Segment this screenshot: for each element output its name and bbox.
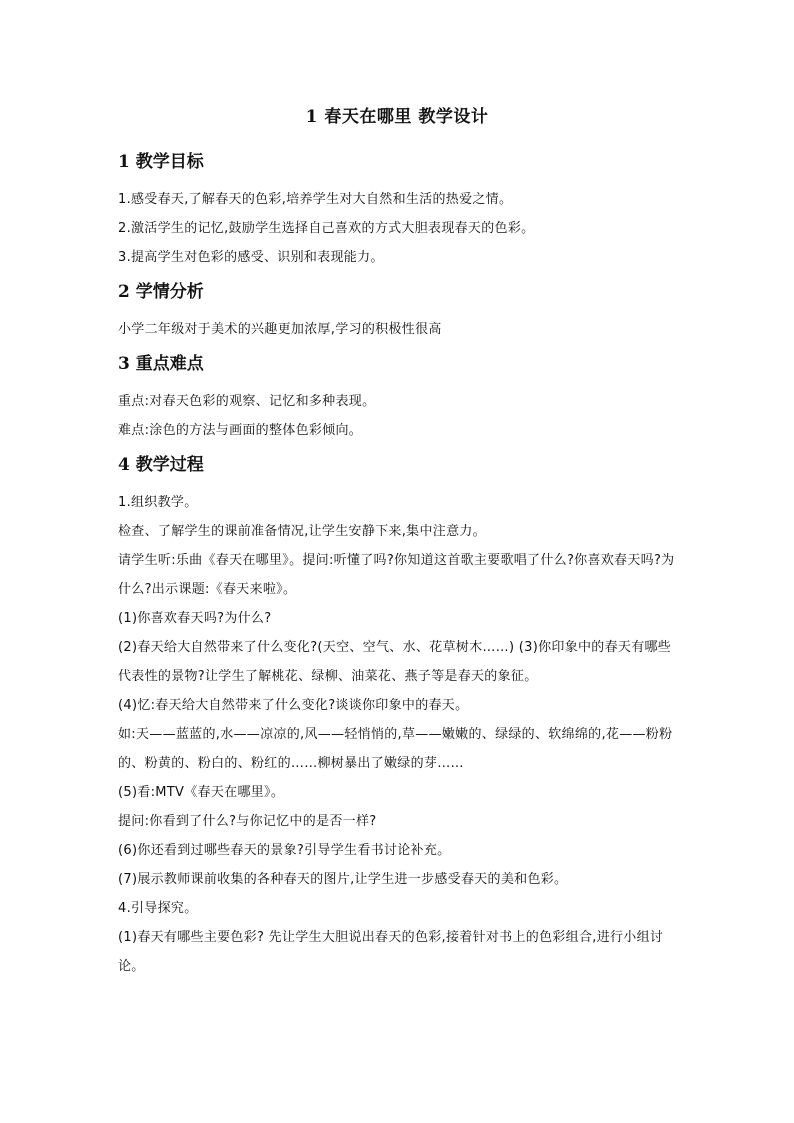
paragraph: (5)看:MTV《春天在哪里》。 <box>118 785 285 800</box>
paragraph: 1.组织教学。 <box>118 495 198 510</box>
paragraph: 2.激活学生的记忆,鼓励学生选择自己喜欢的方式大胆表现春天的色彩。 <box>118 221 535 236</box>
paragraph: 难点:涂色的方法与画面的整体色彩倾向。 <box>118 423 363 438</box>
paragraph: (2)春天给大自然带来了什么变化?(天空、空气、水、花草树木……) (3)你印象中的春天有哪些代表性的景物?让学生了解桃花、绿柳、油菜花、燕子等是春天的象征。 <box>118 640 672 684</box>
paragraph: 检查、了解学生的课前准备情况,让学生安静下来,集中注意力。 <box>118 524 486 539</box>
paragraph: (7)展示教师课前收集的各种春天的图片,让学生进一步感受春天的美和色彩。 <box>118 872 568 887</box>
section-heading: 1 教学目标 <box>118 152 204 172</box>
paragraph: 如:天——蓝蓝的,水——凉凉的,风——轻悄悄的,草——嫩嫩的、绿绿的、软绵绵的,花——粉粉的、粉黄的、粉白的、粉红的……柳树暴出了嫩绿的芽…… <box>118 727 673 771</box>
paragraph: (4)忆:春天给大自然带来了什么变化?谈谈你印象中的春天。 <box>118 698 469 713</box>
section-teaching-process <box>118 453 678 981</box>
paragraph: 请学生听:乐曲《春天在哪里》。提问:听懂了吗?你知道这首歌主要歌唱了什么?你喜欢春天吗?为什么?出示课题:《春天来啦》。 <box>118 553 675 597</box>
document-body <box>118 146 678 981</box>
paragraph: 小学二年级对于美术的兴趣更加浓厚,学习的积极性很高 <box>118 322 442 337</box>
paragraph: 提问:你看到了什么?与你记忆中的是否一样? <box>118 814 377 829</box>
section-student-analysis <box>118 280 678 344</box>
paragraph: 3.提高学生对色彩的感受、识别和表现能力。 <box>118 250 384 265</box>
paragraph: 4.引导探究。 <box>118 901 198 916</box>
section-heading: 3 重点难点 <box>118 354 204 374</box>
paragraph: 1.感受春天,了解春天的色彩,培养学生对大自然和生活的热爱之情。 <box>118 192 513 207</box>
section-heading: 4 教学过程 <box>118 455 204 475</box>
paragraph: (1)春天有哪些主要色彩? 先让学生大胆说出春天的色彩,接着针对书上的色彩组合,进行小组讨论。 <box>118 930 664 974</box>
paragraph: (1)你喜欢春天吗?为什么? <box>118 611 272 626</box>
paragraph: 重点:对春天色彩的观察、记忆和多种表现。 <box>118 394 376 409</box>
section-key-points <box>118 352 678 445</box>
section-heading: 2 学情分析 <box>118 282 204 302</box>
document-title: 1 春天在哪里 教学设计 <box>305 107 489 127</box>
paragraph: (6)你还看到过哪些春天的景象?引导学生看书讨论补充。 <box>118 843 451 858</box>
section-teaching-objectives <box>118 150 678 272</box>
